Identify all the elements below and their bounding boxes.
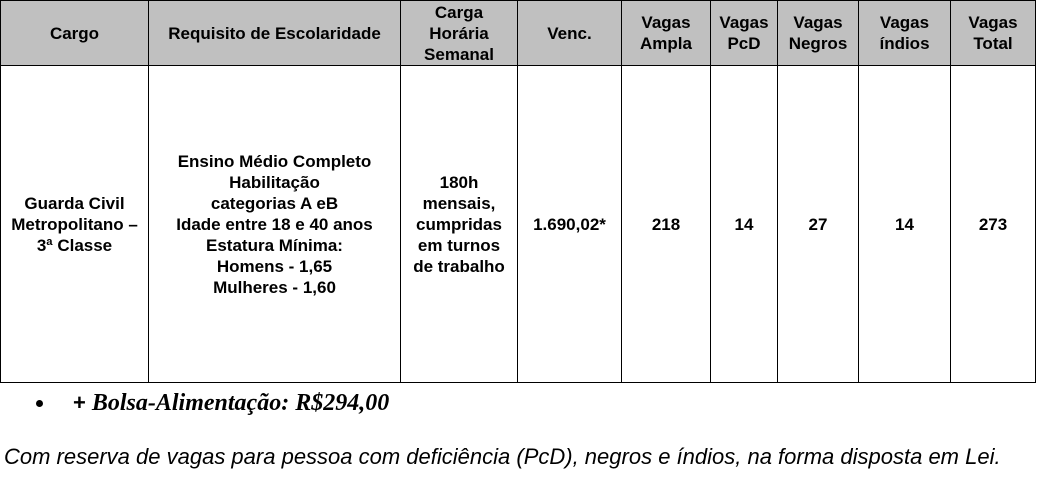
reservation-note: Com reserva de vagas para pessoa com deficiência (PcD), negros e índios, na forma disposta em Lei. — [4, 444, 1001, 469]
header-vagas-ampla: Vagas Ampla — [622, 1, 711, 66]
plus-sign: + — [73, 389, 86, 415]
header-requisito: Requisito de Escolaridade — [149, 1, 401, 66]
cell-cargo: Guarda Civil Metropolitano – 3ª Classe — [1, 66, 149, 383]
cell-vagas-pcd: 14 — [711, 66, 778, 383]
cell-vagas-total: 273 — [951, 66, 1036, 383]
header-vagas-total: Vagas Total — [951, 1, 1036, 66]
table-header-row — [1, 1, 1036, 66]
bullet-item — [36, 388, 389, 418]
bullet-text — [73, 390, 389, 417]
header-carga-horaria: Carga Horária Semanal — [401, 1, 518, 66]
cell-carga-horaria: 180h mensais, cumpridas em turnos de trabalho — [401, 66, 518, 383]
header-vagas-pcd: Vagas PcD — [711, 1, 778, 66]
cell-requisito: Ensino Médio Completo Habilitação categorias A eB Idade entre 18 e 40 anos Estatura Mínima: Homens - 1,65 Mulheres - 1,60 — [149, 66, 401, 383]
cell-vencimento: 1.690,02* — [518, 66, 622, 383]
header-vagas-negros: Vagas Negros — [778, 1, 859, 66]
bolsa-alimentacao-text: Bolsa-Alimentação: R$294,00 — [91, 389, 390, 416]
bullet-icon — [36, 400, 43, 407]
cell-vagas-indios: 14 — [859, 66, 951, 383]
header-vagas-indios: Vagas índios — [859, 1, 951, 66]
cell-vagas-ampla: 218 — [622, 66, 711, 383]
header-cargo: Cargo — [1, 1, 149, 66]
table-row — [1, 66, 1036, 383]
cell-vagas-negros: 27 — [778, 66, 859, 383]
header-vencimento: Venc. — [518, 1, 622, 66]
